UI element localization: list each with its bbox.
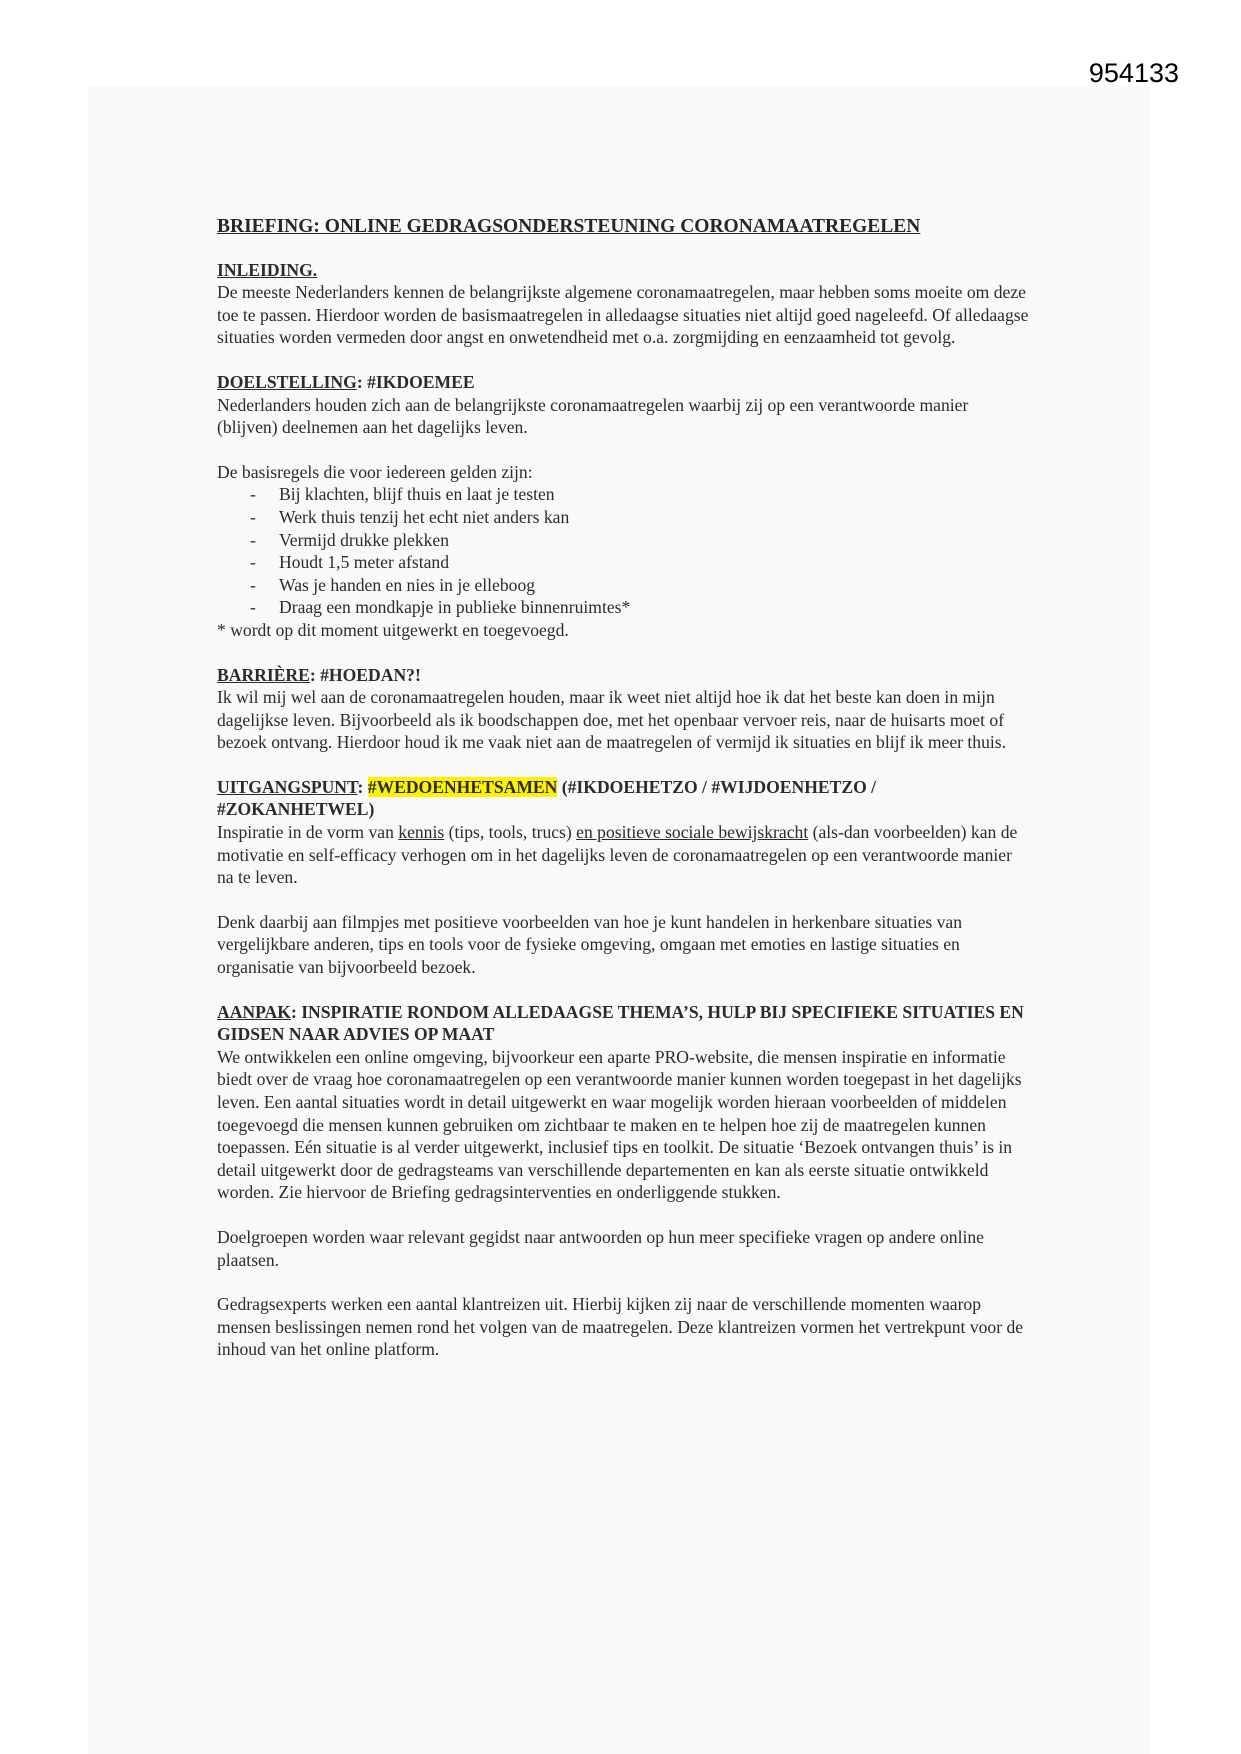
section-uitgangspunt xyxy=(217,776,1032,979)
heading-aanpak-label: AANPAK xyxy=(217,1001,291,1022)
underlined-kennis: kennis xyxy=(398,822,445,843)
aanpak-body-1: We ontwikkelen een online omgeving, bijvoorkeur een aparte PRO-website, die mensen inspiratie en informatie biedt over de vraag hoe coronamaatregelen op een verantwoorde manier kunnen worden toegepast in het dagelijks leven. Een aantal situaties wordt in detail uitgewerkt en waar mogelijk worden hieraan voorbeelden of middelen toegevoegd die mensen kunnen gebruiken om zichtbaar te maken en te helpen hoe zij de maatregelen kunnen toepassen. Eén situatie is al verder uitgewerkt, inclusief tips en toolkit. De situatie ‘Bezoek ontvangen thuis’ is in detail uitgewerkt door de gedragsteams van verschillende departementen en kan als eerste situatie ontwikkeld worden. Zie hiervoor de Briefing gedragsinterventies en onderliggende stukken. xyxy=(217,1046,1022,1203)
doelstelling-body: Nederlanders houden zich aan de belangrijkste coronamaatregelen waarbij zij op een verantwoorde manier (blijven) deelnemen aan het dagelijks leven. xyxy=(217,394,969,438)
heading-uitgangspunt xyxy=(217,776,1032,821)
list-item: - Draag een mondkapje in publieke binnenruimtes* xyxy=(250,596,1032,619)
section-barriere xyxy=(217,664,1032,754)
uitgangspunt-body xyxy=(217,821,1032,889)
uitgangspunt-body-part1: Inspiratie in de vorm van xyxy=(217,822,399,843)
list-item: - Werk thuis tenzij het echt niet anders kan xyxy=(250,506,1032,529)
heading-uitgangspunt-label: UITGANGSPUNT xyxy=(217,776,358,797)
aanpak-body-2: Doelgroepen worden waar relevant gegidst naar antwoorden op hun meer specifieke vragen op andere online plaatsen. xyxy=(217,1226,984,1270)
heading-aanpak-rest: : INSPIRATIE RONDOM ALLEDAAGSE THEMA’S, HULP BIJ SPECIFIEKE SITUATIES EN GIDSEN NAAR ADVIES OP MAAT xyxy=(217,1001,1024,1045)
rules-list xyxy=(217,483,1032,619)
list-item: - Houdt 1,5 meter afstand xyxy=(250,551,1032,574)
document-title: BRIEFING: ONLINE GEDRAGSONDERSTEUNING CORONAMAATREGELEN xyxy=(217,216,921,237)
underlined-social-proof: en positieve sociale bewijskracht xyxy=(576,822,809,843)
uitgangspunt-body-2: Denk daarbij aan filmpjes met positieve voorbeelden van hoe je kunt handelen in herkenbare situaties van vergelijkbare anderen, tips en tools voor de fysieke omgeving, omgaan met emoties en lastige situaties en organisatie van bijvoorbeeld bezoek. xyxy=(217,911,963,978)
heading-doelstelling-rest: : #IKDOEMEE xyxy=(356,371,475,392)
heading-barriere-rest: : #HOEDAN?! xyxy=(309,664,421,685)
document-number: 954133 xyxy=(1088,58,1179,88)
document-body xyxy=(217,216,1032,1383)
aanpak-body-3: Gedragsexperts werken een aantal klantreizen uit. Hierbij kijken zij naar de verschillende momenten waarop mensen beslissingen nemen rond het volgen van de maatregelen. Deze klantreizen vormen het vertrekpunt voor de inhoud van het online platform. xyxy=(217,1294,1024,1360)
highlighted-hashtag: #WEDOENHETSAMEN xyxy=(367,776,558,797)
uitgangspunt-body-part3: (als-dan voorbeelden) kan de motivatie en self-efficacy verhogen om in het dagelijks leven de coronamaatregelen op een verantwoorde manier na te leven. xyxy=(217,822,1018,888)
list-item: - Vermijd drukke plekken xyxy=(250,529,1032,552)
section-aanpak xyxy=(217,1001,1032,1361)
heading-uitgangspunt-rest: (#IKDOEHETZO / #WIJDOENHETZO / #ZOKANHETWEL) xyxy=(217,776,877,820)
barriere-body: Ik wil mij wel aan de coronamaatregelen houden, maar ik weet niet altijd hoe ik dat het beste kan doen in mijn dagelijkse leven. Bijvoorbeeld als ik boodschappen doe, met het openbaar vervoer reis, naar de huisarts moet of bezoek ontvang. Hierdoor houd ik me vaak niet aan de maatregelen of vermijd ik situaties en blijf ik meer thuis. xyxy=(217,687,1007,753)
rules-intro: De basisregels die voor iedereen gelden zijn: xyxy=(217,461,533,482)
heading-aanpak xyxy=(217,1001,1032,1046)
heading-uitgangspunt-colon: : xyxy=(357,776,368,797)
section-doelstelling xyxy=(217,371,1032,642)
list-item: - Was je handen en nies in je elleboog xyxy=(250,574,1032,597)
heading-inleiding-label: INLEIDING. xyxy=(217,259,318,280)
heading-barriere xyxy=(217,664,1032,687)
heading-inleiding xyxy=(217,259,1032,282)
heading-doelstelling xyxy=(217,371,1032,394)
rules-footnote: * wordt op dit moment uitgewerkt en toegevoegd. xyxy=(217,619,569,640)
inleiding-body: De meeste Nederlanders kennen de belangrijkste algemene coronamaatregelen, maar hebben soms moeite om deze toe te passen. Hierdoor worden de basismaatregelen in alledaagse situaties niet altijd goed nageleefd. Of alledaagse situaties worden vermeden door angst en onwetendheid met o.a. zorgmijding en eenzaamheid tot gevolg. xyxy=(217,282,1029,348)
uitgangspunt-body-part2: (tips, tools, trucs) xyxy=(444,822,577,843)
heading-barriere-label: BARRIÈRE xyxy=(217,664,310,685)
list-item: - Bij klachten, blijf thuis en laat je testen xyxy=(250,483,1032,506)
heading-doelstelling-label: DOELSTELLING xyxy=(217,371,357,392)
section-inleiding xyxy=(217,259,1032,349)
